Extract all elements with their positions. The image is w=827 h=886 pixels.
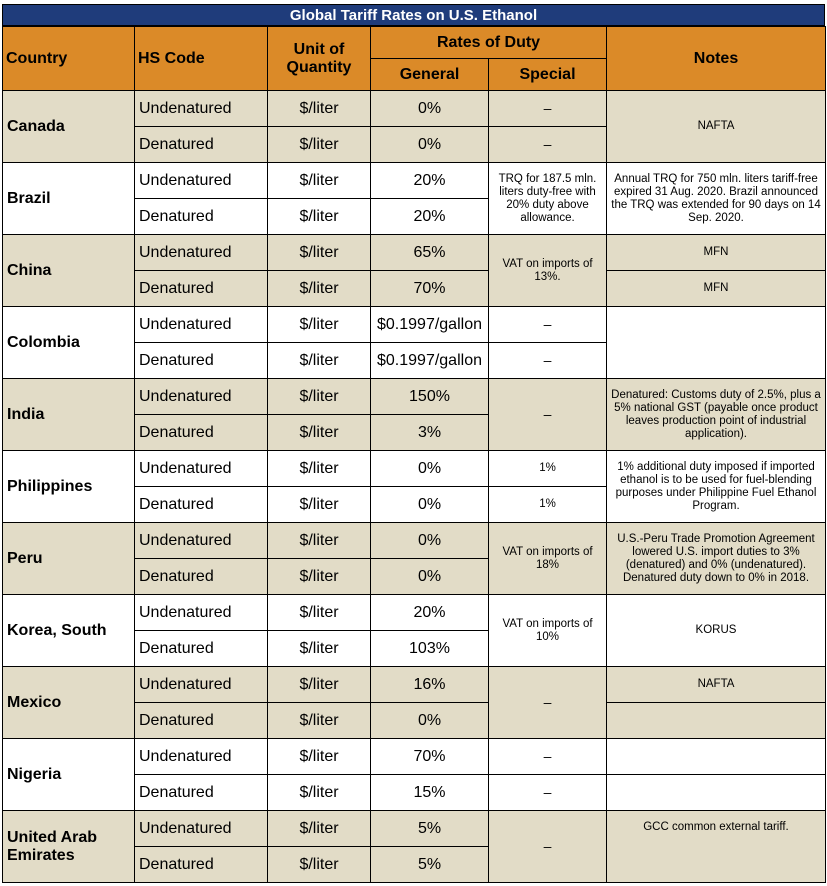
notes-cell xyxy=(607,739,826,775)
hs-code-cell: Denatured xyxy=(135,127,268,163)
hs-code-cell: Denatured xyxy=(135,343,268,379)
general-rate-cell: 15% xyxy=(371,775,489,811)
general-rate-cell: 0% xyxy=(371,127,489,163)
unit-cell: $/liter xyxy=(268,379,371,415)
special-rate-cell: – xyxy=(489,739,607,775)
general-rate-cell: 5% xyxy=(371,847,489,883)
special-rate-cell: VAT on imports of 10% xyxy=(489,595,607,667)
unit-cell: $/liter xyxy=(268,163,371,199)
unit-cell: $/liter xyxy=(268,667,371,703)
general-rate-cell: 0% xyxy=(371,487,489,523)
notes-cell xyxy=(607,775,826,811)
tariff-table xyxy=(2,26,826,883)
country-cell: Colombia xyxy=(3,307,135,379)
notes-cell: NAFTA xyxy=(607,667,826,703)
general-rate-cell: 70% xyxy=(371,739,489,775)
general-rate-cell: 0% xyxy=(371,451,489,487)
general-rate-cell: 0% xyxy=(371,703,489,739)
special-rate-cell: VAT on imports of 18% xyxy=(489,523,607,595)
unit-cell: $/liter xyxy=(268,271,371,307)
header-unit: Unit of Quantity xyxy=(268,27,371,91)
header-country: Country xyxy=(3,27,135,91)
special-rate-cell: – xyxy=(489,307,607,343)
special-rate-cell: – xyxy=(489,379,607,451)
hs-code-cell: Undenatured xyxy=(135,91,268,127)
notes-cell: Denatured: Customs duty of 2.5%, plus a 5% national GST (payable once product leaves production point of industrial application). xyxy=(607,379,826,451)
header-special: Special xyxy=(489,59,607,91)
hs-code-cell: Undenatured xyxy=(135,811,268,847)
table-title: Global Tariff Rates on U.S. Ethanol xyxy=(2,4,825,26)
country-cell: Canada xyxy=(3,91,135,163)
unit-cell: $/liter xyxy=(268,811,371,847)
hs-code-cell: Undenatured xyxy=(135,451,268,487)
special-rate-cell: TRQ for 187.5 mln. liters duty-free with 20% duty above allowance. xyxy=(489,163,607,235)
hs-code-cell: Denatured xyxy=(135,631,268,667)
header-notes: Notes xyxy=(607,27,826,91)
unit-cell: $/liter xyxy=(268,235,371,271)
general-rate-cell: 0% xyxy=(371,523,489,559)
hs-code-cell: Denatured xyxy=(135,559,268,595)
header-rates: Rates of Duty xyxy=(371,27,607,59)
unit-cell: $/liter xyxy=(268,631,371,667)
notes-cell: Annual TRQ for 750 mln. liters tariff-free expired 31 Aug. 2020. Brazil announced the TRQ was extended for 90 days on 14 Sep. 2020. xyxy=(607,163,826,235)
unit-cell: $/liter xyxy=(268,775,371,811)
notes-cell: KORUS xyxy=(607,595,826,667)
hs-code-cell: Undenatured xyxy=(135,379,268,415)
general-rate-cell: 5% xyxy=(371,811,489,847)
unit-cell: $/liter xyxy=(268,847,371,883)
unit-cell: $/liter xyxy=(268,703,371,739)
unit-cell: $/liter xyxy=(268,307,371,343)
hs-code-cell: Denatured xyxy=(135,271,268,307)
general-rate-cell: 20% xyxy=(371,595,489,631)
special-rate-cell: 1% xyxy=(489,451,607,487)
country-cell: Peru xyxy=(3,523,135,595)
hs-code-cell: Undenatured xyxy=(135,739,268,775)
unit-cell: $/liter xyxy=(268,595,371,631)
notes-cell xyxy=(607,307,826,379)
general-rate-cell: 150% xyxy=(371,379,489,415)
special-rate-cell: – xyxy=(489,91,607,127)
unit-cell: $/liter xyxy=(268,127,371,163)
hs-code-cell: Denatured xyxy=(135,847,268,883)
hs-code-cell: Denatured xyxy=(135,415,268,451)
notes-cell: U.S.-Peru Trade Promotion Agreement lowered U.S. import duties to 3% (denatured) and 0% (undenatured). Denatured duty down to 0% in 2018. xyxy=(607,523,826,595)
general-rate-cell: 65% xyxy=(371,235,489,271)
general-rate-cell: 103% xyxy=(371,631,489,667)
hs-code-cell: Undenatured xyxy=(135,523,268,559)
general-rate-cell: 16% xyxy=(371,667,489,703)
country-cell: Mexico xyxy=(3,667,135,739)
general-rate-cell: $0.1997/gallon xyxy=(371,307,489,343)
general-rate-cell: 20% xyxy=(371,199,489,235)
special-rate-cell: – xyxy=(489,775,607,811)
general-rate-cell: 0% xyxy=(371,559,489,595)
unit-cell: $/liter xyxy=(268,739,371,775)
hs-code-cell: Denatured xyxy=(135,775,268,811)
special-rate-cell: – xyxy=(489,127,607,163)
unit-cell: $/liter xyxy=(268,559,371,595)
notes-cell: MFN xyxy=(607,271,826,307)
hs-code-cell: Undenatured xyxy=(135,595,268,631)
special-rate-cell: – xyxy=(489,343,607,379)
special-rate-cell: VAT on imports of 13%. xyxy=(489,235,607,307)
hs-code-cell: Undenatured xyxy=(135,235,268,271)
unit-cell: $/liter xyxy=(268,451,371,487)
unit-cell: $/liter xyxy=(268,343,371,379)
header-hs-code: HS Code xyxy=(135,27,268,91)
country-cell: United Arab Emirates xyxy=(3,811,135,883)
notes-cell: GCC common external tariff. xyxy=(607,811,826,883)
hs-code-cell: Denatured xyxy=(135,703,268,739)
general-rate-cell: 3% xyxy=(371,415,489,451)
country-cell: Korea, South xyxy=(3,595,135,667)
hs-code-cell: Undenatured xyxy=(135,307,268,343)
hs-code-cell: Undenatured xyxy=(135,163,268,199)
country-cell: Nigeria xyxy=(3,739,135,811)
general-rate-cell: 20% xyxy=(371,163,489,199)
country-cell: Philippines xyxy=(3,451,135,523)
general-rate-cell: 70% xyxy=(371,271,489,307)
special-rate-cell: – xyxy=(489,667,607,739)
unit-cell: $/liter xyxy=(268,91,371,127)
notes-cell: MFN xyxy=(607,235,826,271)
unit-cell: $/liter xyxy=(268,415,371,451)
country-cell: Brazil xyxy=(3,163,135,235)
hs-code-cell: Denatured xyxy=(135,487,268,523)
general-rate-cell: 0% xyxy=(371,91,489,127)
notes-cell: NAFTA xyxy=(607,91,826,163)
notes-cell xyxy=(607,703,826,739)
country-cell: China xyxy=(3,235,135,307)
header-general: General xyxy=(371,59,489,91)
special-rate-cell: – xyxy=(489,811,607,883)
special-rate-cell: 1% xyxy=(489,487,607,523)
notes-cell: 1% additional duty imposed if imported ethanol is to be used for fuel-blending purposes under Philippine Fuel Ethanol Program. xyxy=(607,451,826,523)
hs-code-cell: Denatured xyxy=(135,199,268,235)
unit-cell: $/liter xyxy=(268,487,371,523)
general-rate-cell: $0.1997/gallon xyxy=(371,343,489,379)
hs-code-cell: Undenatured xyxy=(135,667,268,703)
country-cell: India xyxy=(3,379,135,451)
unit-cell: $/liter xyxy=(268,199,371,235)
unit-cell: $/liter xyxy=(268,523,371,559)
